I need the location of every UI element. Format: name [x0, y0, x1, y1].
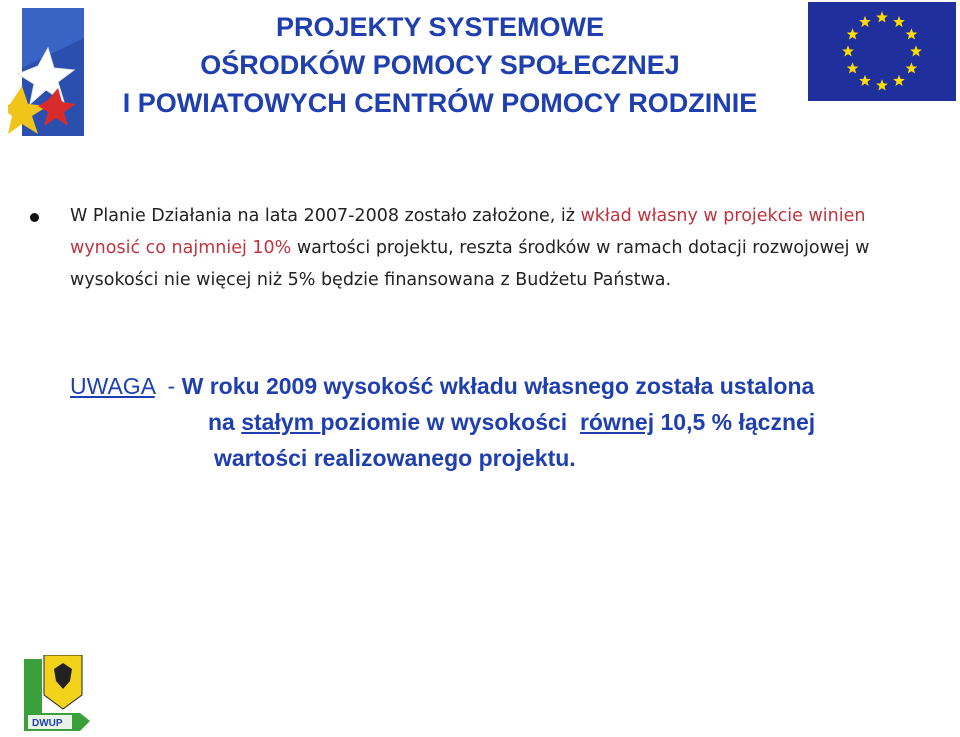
notice-line-1-text: W roku 2009 wysokość wkładu własnego została ustalona	[181, 373, 815, 399]
notice-line-1	[70, 368, 950, 404]
notice-line-3-text: wartości realizowanego projektu.	[214, 445, 576, 471]
notice-dash: -	[154, 373, 182, 399]
notice-line-2-b: poziomie w wysokości	[320, 409, 580, 435]
dwup-logo-icon	[24, 655, 90, 731]
notice-line-2-a: na	[208, 409, 242, 435]
notice-label: UWAGA	[70, 373, 155, 399]
bullet-point	[30, 213, 39, 222]
title-line-1: PROJEKTY SYSTEMOWE	[275, 12, 605, 42]
bullet-text-highlight: wkład własny w projekcie winien wynosić co najmniej 10%	[70, 206, 866, 258]
bullet-text-part1: W Planie Działania na lata 2007-2008 zostało założone, iż	[70, 206, 581, 226]
notice-block	[70, 368, 950, 476]
notice-line-2	[70, 404, 950, 440]
eu-flag-icon	[808, 2, 956, 101]
notice-line-3	[70, 440, 950, 476]
programme-logo-icon	[8, 8, 84, 136]
bullet-text-part3: wartości projektu, reszta środków w ramach dotacji rozwojowej w wysokości nie więcej niż 5% będzie finansowana z Budżetu Państwa.	[70, 238, 870, 290]
notice-line-2-underlined-2: równej	[579, 409, 655, 435]
page-title	[90, 8, 790, 122]
notice-line-2-c: 10,5 % łącznej	[654, 409, 816, 435]
bullet-paragraph	[70, 200, 940, 296]
notice-line-2-underlined-1: stałym	[241, 409, 321, 435]
title-line-3: I POWIATOWYCH CENTRÓW POMOCY RODZINIE	[122, 88, 758, 118]
dwup-logo-text: DWUP	[32, 718, 63, 729]
title-line-2: OŚRODKÓW POMOCY SPOŁECZNEJ	[200, 50, 680, 80]
